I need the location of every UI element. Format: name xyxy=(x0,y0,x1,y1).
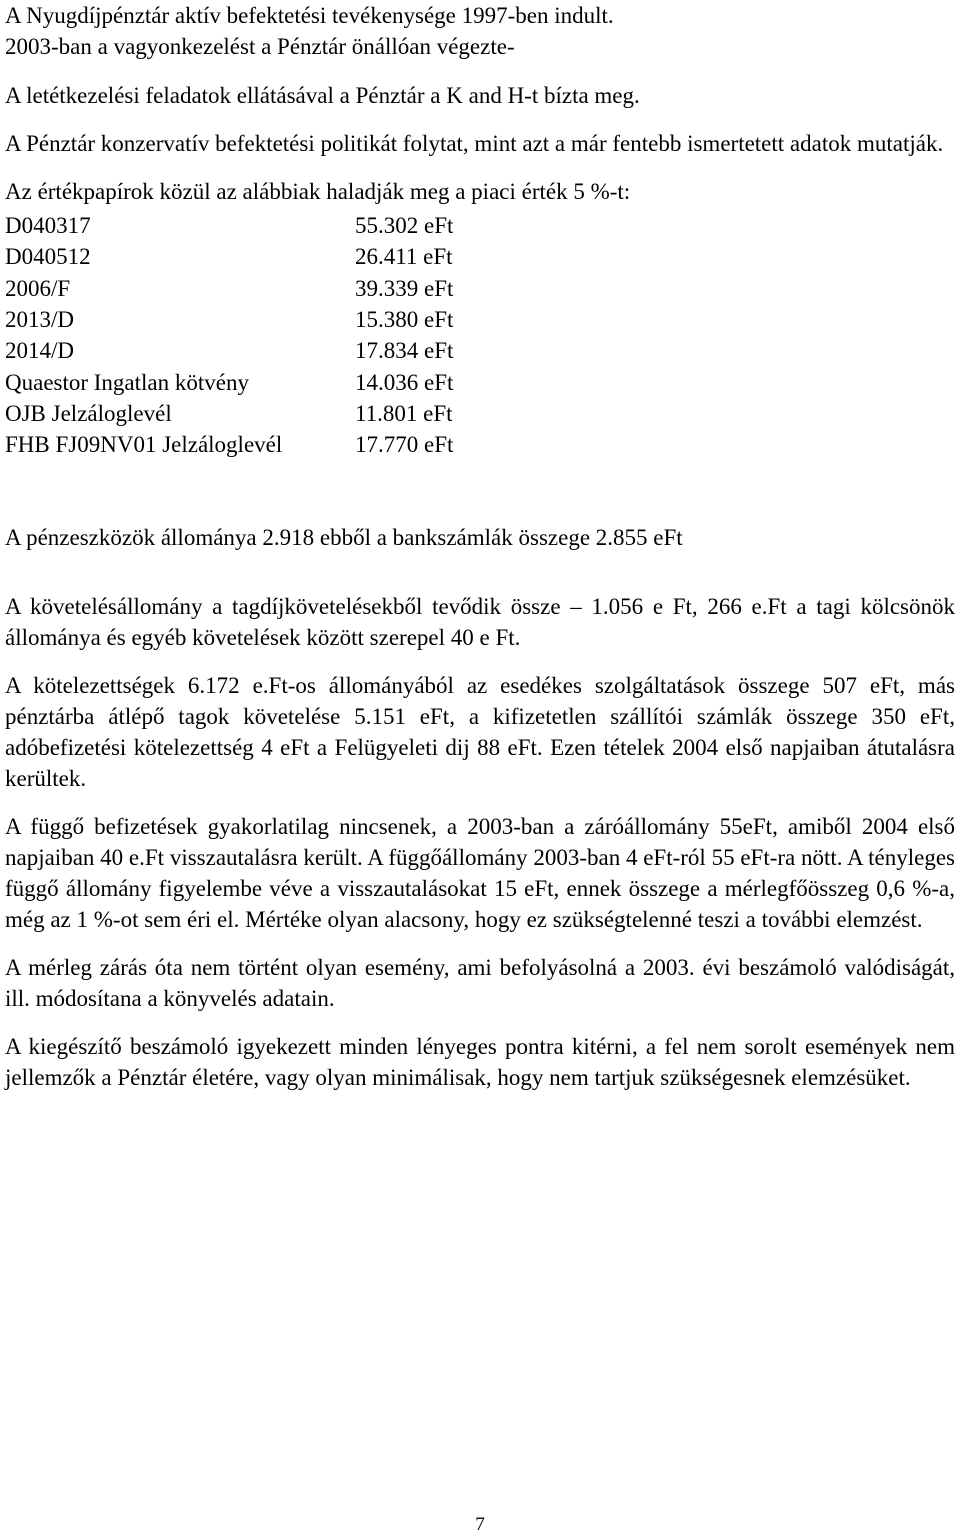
security-name: D040512 xyxy=(5,244,91,270)
cash-paragraph: A pénzeszközök állománya 2.918 ebből a bankszámlák összege 2.855 eFt xyxy=(5,525,683,551)
intro-line-1: A Nyugdíjpénztár aktív befektetési tevékenysége 1997-ben indult. xyxy=(5,3,614,28)
security-value: 26.411 eFt xyxy=(355,244,453,270)
security-name: OJB Jelzáloglevél xyxy=(5,400,172,426)
security-value: 39.339 eFt xyxy=(355,275,454,301)
securities-row xyxy=(5,366,955,397)
security-name: Quaestor Ingatlan kötvény xyxy=(5,369,249,395)
security-value: 55.302 eFt xyxy=(355,213,454,239)
pending-paragraph: A függő befizetések gyakorlatilag nincsenek, a 2003-ban a záróállomány 55eFt, amiből 2004 első napjaiban 40 e.Ft visszautalásra került. A függőállomány 2003-ban 4 eFt-ról 55 eFt-ra nött. A tényleges függő állomány figyelembe véve a visszautalásokat 15 eFt, ennek összege a mérlegfőösszeg 0,6 %-a, még az 1 %-ot sem éri el. Mértéke olyan alacsony, hogy ez szükségtelenné teszi a további elemzést. xyxy=(5,814,955,933)
liabilities-paragraph: A kötelezettségek 6.172 e.Ft-os állományából az esedékes szolgáltatások összege 507 eFt, más pénztárba átlépő tagok követelése 5.151 eFt, a kifizetetlen szállítói számlák összege 350 eFt, adóbefizetési kötelezettség 4 eFt a Felügyeleti dij 88 eFt. Ezen tételek 2004 első napjaiban átutalásra kerültek. xyxy=(5,673,955,792)
security-name: 2006/F xyxy=(5,275,71,301)
securities-heading: Az értékpapírok közül az alábbiak haladják meg a piaci érték 5 %-t: xyxy=(5,179,631,204)
policy-paragraph: A Pénztár konzervatív befektetési politikát folytat, mint azt a már fentebb ismertetett adatok mutatják. xyxy=(5,131,944,156)
securities-row xyxy=(5,429,955,460)
events-paragraph: A mérleg zárás óta nem történt olyan esemény, ami befolyásolná a 2003. évi beszámoló valódiságát, ill. módosítana a könyvelés adatain. xyxy=(5,955,955,1012)
securities-row xyxy=(5,273,955,304)
securities-row xyxy=(5,398,955,429)
securities-row xyxy=(5,210,955,241)
security-name: D040317 xyxy=(5,213,91,239)
security-value: 14.036 eFt xyxy=(355,369,454,395)
closing-paragraph: A kiegészítő beszámoló igyekezett minden lényeges pontra kitérni, a fel nem sorolt események nem jellemzők a Pénztár életére, vagy olyan minimálisak, hogy nem tartjuk szükségesnek elemzésüket. xyxy=(5,1034,955,1091)
security-value: 17.770 eFt xyxy=(355,432,454,458)
securities-row xyxy=(5,335,955,366)
securities-row xyxy=(5,304,955,335)
intro-line-2: 2003-ban a vagyonkezelést a Pénztár önállóan végezte- xyxy=(5,34,515,59)
security-value: 11.801 eFt xyxy=(355,400,453,426)
security-value: 17.834 eFt xyxy=(355,338,454,364)
security-name: 2014/D xyxy=(5,338,74,364)
receivables-paragraph: A követelésállomány a tagdíjkövetelésekből tevődik össze – 1.056 e Ft, 266 e.Ft a tagi kölcsönök állománya és egyéb követelések között szerepel 40 e Ft. xyxy=(5,594,955,651)
securities-row xyxy=(5,241,955,272)
security-value: 15.380 eFt xyxy=(355,307,454,333)
securities-list xyxy=(5,210,955,460)
security-name: 2013/D xyxy=(5,307,74,333)
security-name: FHB FJ09NV01 Jelzáloglevél xyxy=(5,432,283,458)
intro-line-3: A letétkezelési feladatok ellátásával a Pénztár a K and H-t bízta meg. xyxy=(5,83,640,108)
document-page xyxy=(5,0,955,1093)
page-number: 7 xyxy=(475,1514,485,1535)
